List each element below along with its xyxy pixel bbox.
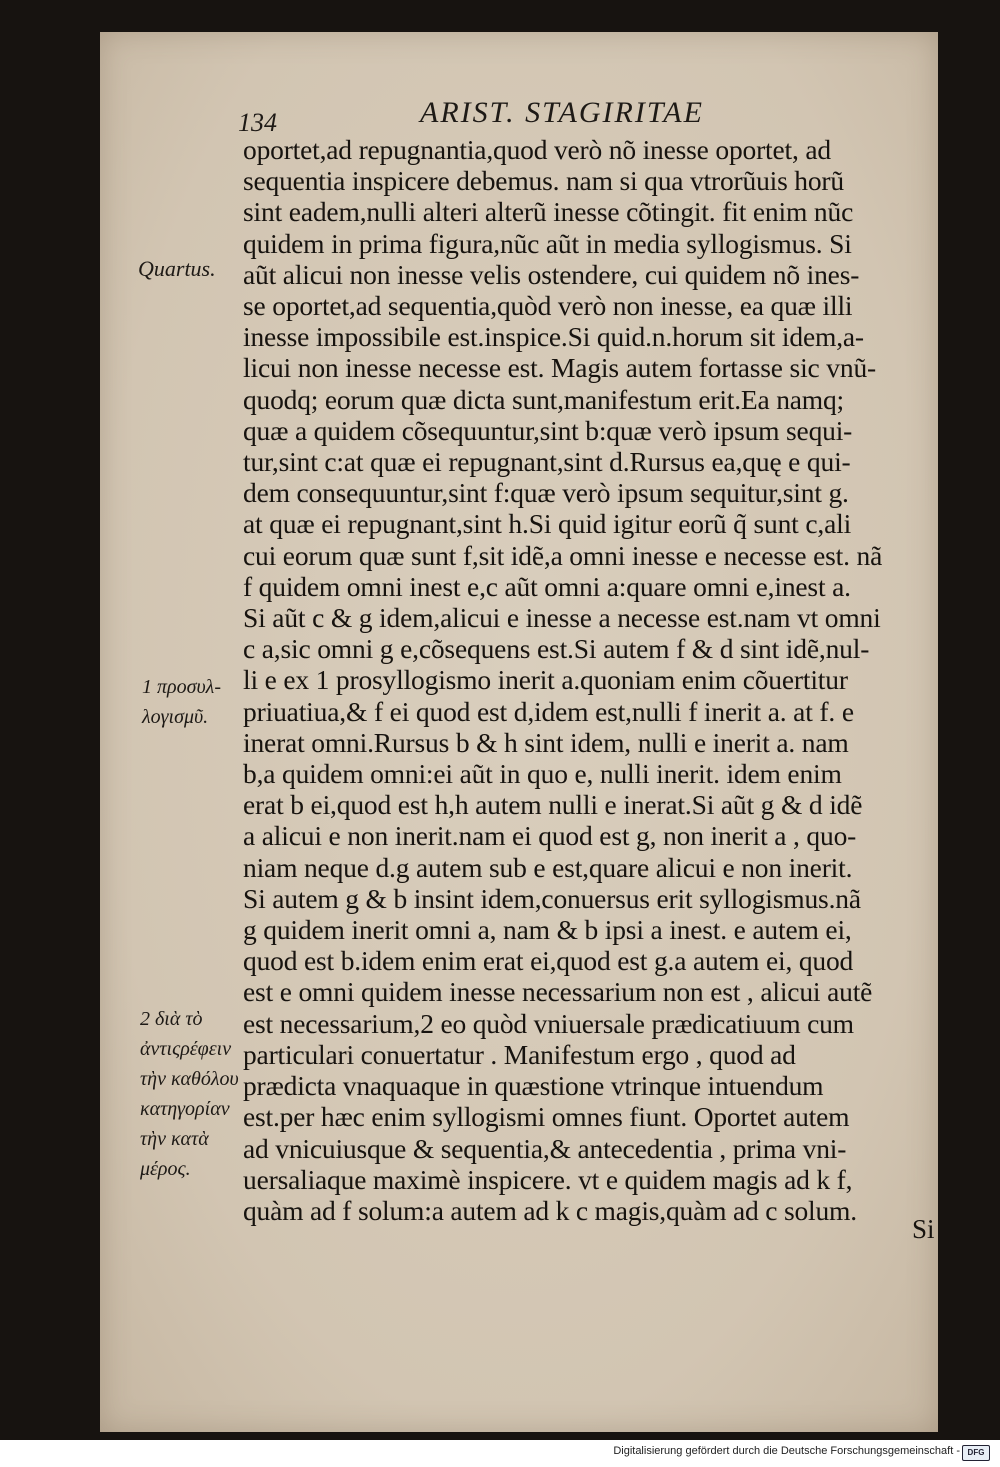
marginal-note-2-line: τὴν κατὰ xyxy=(140,1128,209,1150)
text-line: licui non inesse necesse est. Magis autem fortasse sic vnũ- xyxy=(243,352,877,384)
marginal-note-2-line: μέρος. xyxy=(140,1158,191,1180)
text-line: tur,sint c:at quæ ei repugnant,sint d.Rursus ea,quę e qui- xyxy=(243,446,851,478)
marginal-note-2-line: 2 διὰ τὸ xyxy=(140,1008,203,1030)
text-line: a alicui e non inerit.nam ei quod est g, non inerit a , quo- xyxy=(243,820,857,852)
text-line: f quidem omni inest e,c aũt omni a:quare omni e,inest a. xyxy=(243,570,851,602)
text-line: est.per hæc enim syllogismi omnes fiunt. Oportet autem xyxy=(243,1101,850,1133)
marginal-note-2-line: ἀντιςρέφειν xyxy=(140,1038,232,1060)
text-line: prædicta vnaquaque in quæstione vtrinque intuendum xyxy=(243,1070,824,1102)
dfg-logo-icon: DFG xyxy=(962,1445,990,1461)
text-line: b,a quidem omni:ei aũt in quo e, nulli inerit. idem enim xyxy=(243,758,842,790)
body-text xyxy=(243,134,943,1226)
text-line: oportet,ad repugnantia,quod verò nõ inesse oportet, ad xyxy=(243,134,831,165)
text-line: niam neque d.g autem sub e est,quare alicui e non inerit. xyxy=(243,851,853,883)
marginal-quartus: Quartus. xyxy=(138,256,216,281)
marginal-note-1-line: λογισμῦ. xyxy=(142,706,209,728)
text-line: g quidem inerit omni a, nam & b ipsi a inest. e autem ei, xyxy=(243,914,852,946)
page-number: 134 xyxy=(238,108,277,137)
footer-credit: Digitalisierung gefördert durch die Deutsche Forschungsgemeinschaft - xyxy=(613,1445,960,1457)
marginal-note-2-line: τὴν καθόλου xyxy=(140,1068,239,1090)
text-line: aũt alicui non inesse velis ostendere, cui quidem nõ ines- xyxy=(243,258,860,290)
text-line: cui eorum quæ sunt f,sit idẽ,a omni inesse e necesse est. nã xyxy=(243,539,883,571)
text-line: erat b ei,quod est h,h autem nulli e inerat.Si aũt g & d idẽ xyxy=(243,789,863,821)
marginal-note-2-line: κατηγορίαν xyxy=(140,1098,230,1120)
text-line: Si aũt c & g idem,alicui e inesse a necesse est.nam vt omni xyxy=(243,602,881,634)
text-line: sequentia inspicere debemus. nam si qua vtrorũuis horũ xyxy=(243,165,844,197)
text-line: quodq; eorum quæ dicta sunt,manifestum erit.Ea namq; xyxy=(243,383,844,415)
text-line: c a,sic omni g e,cõsequens est.Si autem f & d sint idẽ,nul- xyxy=(243,633,870,665)
text-line: quàm ad f solum:a autem ad k c magis,quàm ad c solum. xyxy=(243,1194,857,1226)
text-line: se oportet,ad sequentia,quòd verò non inesse, ea quæ illi xyxy=(243,290,853,322)
text-line: Si autem g & b insint idem,conuersus erit syllogismus.nã xyxy=(243,882,861,914)
catchword: Si xyxy=(912,1214,935,1244)
text-line: quidem in prima figura,nũc aũt in media syllogismus. Si xyxy=(243,227,852,259)
text-line: inerat omni.Rursus b & h sint idem, nulli e inerit a. nam xyxy=(243,726,849,758)
text-line: est e omni quidem inesse necessarium non est , alicui autẽ xyxy=(243,976,873,1008)
marginal-note-2 xyxy=(140,1004,239,1184)
text-line: est necessarium,2 eo quòd vniuersale prædicatiuum cum xyxy=(243,1007,854,1039)
text-line: particulari conuertatur . Manifestum ergo , quod ad xyxy=(243,1038,796,1070)
marginal-note-1-line: 1 προσυλ- xyxy=(142,676,221,698)
text-line: dem consequuntur,sint f:quæ verò ipsum sequitur,sint g. xyxy=(243,477,849,509)
text-line: quod est b.idem enim erat ei,quod est g.a autem ei, quod xyxy=(243,945,854,977)
marginal-note-1 xyxy=(142,672,221,732)
text-line: at quæ ei repugnant,sint h.Si quid igitur eorũ q̃ sunt c,ali xyxy=(243,508,852,540)
text-line: quæ a quidem cõsequuntur,sint b:quæ verò ipsum sequi- xyxy=(243,414,853,446)
text-line: ad vnicuiusque & sequentia,& antecedentia , prima vni- xyxy=(243,1132,847,1164)
text-line: sint eadem,nulli alteri alterũ inesse cõtingit. fit enim nũc xyxy=(243,196,854,228)
running-head: ARIST. STAGIRITAE xyxy=(420,96,704,129)
text-line: li e ex 1 prosyllogismo inerit a.quoniam enim cõuertitur xyxy=(243,664,848,696)
text-line: inesse impossibile est.inspice.Si quid.n.horum sit idem,a- xyxy=(243,321,864,353)
text-line: uersaliaque maximè inspicere. vt e quidem magis ad k f, xyxy=(243,1163,853,1195)
footer-bar xyxy=(0,1440,1000,1467)
text-line: priuatiua,& f ei quod est d,idem est,nulli f inerit a. at f. e xyxy=(243,695,854,727)
